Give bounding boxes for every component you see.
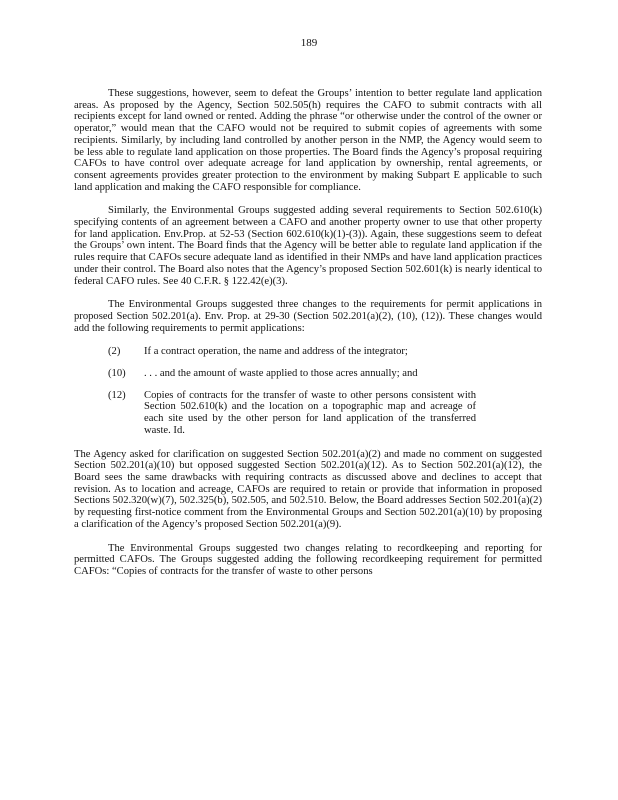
requirement-text: Copies of contracts for the transfer of waste to other persons consistent with Section 502.610(k) and the location on a topographic map and acreage of each site used by the other person for land application of the transferred waste. Id. (144, 389, 476, 436)
page-number: 189 (300, 37, 318, 49)
requirement-number: (2) (108, 346, 121, 358)
requirement-number: (12) (108, 389, 126, 401)
document-body (74, 88, 542, 590)
requirement-item (74, 368, 542, 380)
paragraph-control-of-land: These suggestions, however, seem to defeat the Groups’ intention to better regulate land application areas. As proposed by the Agency, Section 502.505(h) requires the CAFO to submit contracts with all recipients except for land owned or rented. Adding the phrase “or otherwise under the control of the owner or operator,” would mean that the CAFO would not be required to submit copies of agreements with some recipients. Similarly, by including land controlled by another person in the NMP, the Agency would seem to be less able to regulate land application on those properties. The Board finds the Agency’s proposal requiring CAFOs to have control over adequate acreage for land application by ownership, rental agreements, or consent agreements provides greater protection to the environment by making Subpart E applicable to such land application and making the CAFO responsible for compliance. (74, 88, 542, 193)
requirement-item (74, 346, 542, 358)
paragraph-recordkeeping: The Environmental Groups suggested two changes relating to recordkeeping and reporting for permitted CAFOs. The Groups suggested adding the following recordkeeping requirement for permitted CAFOs: “Copies of contracts for the transfer of waste to other persons (74, 542, 542, 577)
requirement-text: If a contract operation, the name and address of the integrator; (144, 346, 408, 358)
requirement-text: . . . and the amount of waste applied to those acres annually; and (144, 368, 418, 380)
paragraph-section-502-610k: Similarly, the Environmental Groups suggested adding several requirements to Section 502.610(k) specifying contents of an agreement between a CAFO and another property owner to use that other property for land application. Env.Prop. at 52-53 (Section 602.610(k)(1)-(3)). Again, these suggestions seem to defeat the Groups’ own intent. The Board finds that the Agency will be better able to regulate land application if the rules require that CAFOs secure adequate land as identified in their NMPs and have land application practices under their control. The Board also notes that the Agency’s proposed Section 502.601(k) is nearly identical to federal CAFO rules. See 40 C.F.R. § 122.42(e)(3). (74, 205, 542, 287)
requirement-number: (10) (108, 368, 126, 380)
paragraph-permit-applications: The Environmental Groups suggested three changes to the requirements for permit applications in proposed Section 502.201(a). Env. Prop. at 29-30 (Section 502.201(a)(2), (10), (12)). These changes would add the following requirements to permit applications: (74, 299, 542, 334)
paragraph-agency-clarification: The Agency asked for clarification on suggested Section 502.201(a)(2) and made no comment on suggested Section 502.201(a)(10) but opposed suggested Section 502.201(a)(12). As to Section 502.201(a)(12), the Board sees the same drawbacks with requiring contracts as discussed above and declines to accept that revision. As to location and acreage, CAFOs are required to retain or provide that information in proposed Sections 502.320(w)(7), 502.325(b), 502.505, and 502.510. Below, the Board addresses Section 502.201(a)(2) by requesting first-notice comment from the Environmental Groups and Section 502.201(a)(10) by proposing a clarification of the Agency’s proposed Section 502.201(a)(9). (74, 448, 542, 530)
requirement-item (74, 390, 542, 437)
